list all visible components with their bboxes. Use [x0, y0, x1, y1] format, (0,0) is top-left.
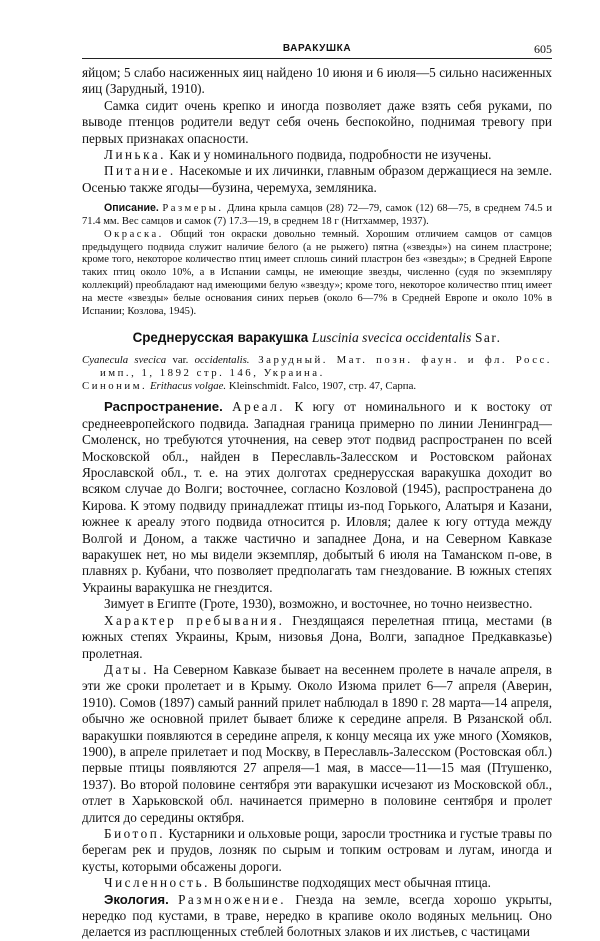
synonym-1: Cyanecula svecica var. occidentalis. Зарудный. Мат. позн. фаун. и фл. Росс. имп., 1, 1892 стр. 146, Украина. [82, 354, 552, 380]
page-header [82, 40, 552, 59]
paragraph-numbers [82, 875, 552, 891]
character-text: Гнездящаяся перелетная птица, местами (в южных степях Украины, Крым, низовья Дона, Волги, западное Предкавказье) пролетная. [82, 612, 552, 661]
biotope-label: Биотоп. [104, 825, 166, 841]
reproduction-text: Гнезда на земле, всегда хорошо укрыты, нередко под кустами, в траве, нередко в крапиве около водяных мельниц. Оно делается из расплющенных стеблей болотных злаков и их листьев, с частицами [82, 891, 552, 940]
paragraph-dates [82, 662, 552, 826]
description-label: Описание. [104, 202, 159, 215]
character-label: Характер пребывания. [104, 612, 285, 628]
paragraph-biotope [82, 826, 552, 875]
running-head: ВАРАКУШКА [282, 43, 352, 54]
paragraph-description [82, 202, 552, 229]
subspecies-heading [82, 330, 552, 346]
numbers-label: Численность. [104, 875, 210, 891]
moult-text: Как и у номинального подвида, подробности не изучены. [165, 147, 492, 163]
page-content [82, 65, 552, 941]
distribution-label: Распространение. [104, 399, 223, 415]
description-block [82, 202, 552, 318]
color-text: Общий тон окраски довольно темный. Хорошим отличием самцов от самцов предыдущего подвида служит наличие белого (а не рыжего) пятна («звезды») на синем пластроне; кроме того, некоторое количество птиц имеет сплошь синий пластрон без «звезды»; в Средней Европе таких птиц около 10%, а в Испании самцы, не имеющие звезды, численно (судя по экземпляру коллекций) преобладают над имеющими белую «звезду»; кроме того, некоторое количество птиц имеет на месте «звезды» белые основания синих перьев (около 6—7% в Средней Европе и около 10% в Испании; Козлова, 1945). [82, 228, 552, 317]
subspecies-latin: Luscinia svecica occidentalis [311, 330, 472, 346]
ecology-label: Экология. [104, 891, 169, 907]
distribution-text: К югу от номинального и к востоку от среднеевропейского подвида. Западная граница примерно по линии Ленинград—Смоленск, но требуются уточнения, на север этот подвид распространен по всей Московской обл., найден в Переславль-Залесском и Ростовском районах Ярославской обл., т. е. на этих долготах среднерусская варакушка доходит во всяком случае до Волги; восточнее, согласно Козловой (1945), распространена до Кирова. К этому подвиду принадлежат птицы из-под Горького, Алатыря и Казани, южнее к ареалу этого подвида относится р. Иловля; далее к югу оттуда между Волгой и Доном, а также частично и западнее Дона, и на Северном Кавказе варакушек нет, но мы видели экземпляр, добытый 6 июля на Таманском п-ове, в плавнях р. Кубани, что позволяет предполагать там гнездование. В южных степях Украины варакушка не гнездится. [82, 399, 553, 595]
sizes-text: Длина крыла самцов (28) 72—79, самок (12) 68—75, в среднем 74.5 и 71.4 мм. Вес самцов и самок (7) 17.3—19, в среднем 18 г (Нитхаммер, 1937). [82, 203, 552, 228]
synonym-2: Синоним. Erithacus volgae. Kleinschmidt. Falco, 1907, стр. 47, Сарпа. [82, 380, 417, 393]
sizes-label: Размеры. [162, 203, 224, 215]
page-number: 605 [534, 42, 552, 56]
color-label: Окраска. [104, 228, 164, 240]
paragraph-coloration [82, 229, 552, 319]
paragraph-ecology [82, 892, 552, 941]
paragraph-moult [82, 147, 552, 163]
subspecies-title: Среднерусская варакушка [132, 330, 309, 346]
reproduction-label: Размножение. [178, 891, 287, 907]
synonyms-block [82, 354, 552, 393]
subspecies-author: Sar. [474, 330, 502, 346]
paragraph-character [82, 613, 552, 662]
dates-label: Даты. [104, 661, 149, 677]
food-label: Питание. [104, 163, 176, 179]
numbers-text: В большинстве подходящих мест обычная птица. [209, 875, 491, 891]
biotope-text: Кустарники и ольховые рощи, заросли тростника и густые травы по берегам рек и прудов, лозняк по сырым и топким островам и лугам, иногда и кусты, которыми обсажены дороги. [82, 825, 552, 874]
food-text: Насекомые и их личинки, главным образом держащиеся на земле. Осенью также ягоды—бузина, черемуха, земляника. [82, 163, 552, 195]
paragraph-distribution [82, 399, 552, 596]
paragraph-wintering: Зимует в Египте (Гроте, 1930), возможно, и восточнее, но точно неизвестно. [104, 596, 533, 612]
dates-text: На Северном Кавказе бывает на весеннем пролете в начале апреля, в эти же сроки пролетает и в Крыму. Около Изюма прилет 6—7 апреля (Аверин, 1910). Сомов (1897) самый ранний прилет наблюдал в 1890 г. 28 марта—14 апреля, обычно же основной прилет бывает ближе к середине апреля. В Рязанской обл. варакушки появляются в середине апреля, к концу месяца их уже много (Хомяков, 1900), в апреле прилетает и под Москву, в Переславль-Залесском (Ростовская обл.) первые птицы появляются 27 апреля—1 мая, в массе—11—15 мая (Птушенко, 1937). Во второй половине сентября эти варакушки исчезают из Московской обл., отлет в Харьковской обл. начинается примерно в половине сентября и пролет длится до середины октября. [82, 661, 552, 825]
paragraph-food [82, 163, 552, 196]
moult-label: Линька. [104, 147, 166, 163]
paragraph-eggs: яйцом; 5 слабо насиженных яиц найдено 10 июня и 6 июля—5 сильно насиженных яиц (Зарудный, 1910). [82, 65, 552, 97]
page [82, 40, 552, 941]
paragraph-female: Самка сидит очень крепко и иногда позволяет даже взять себя руками, по выводе птенцов родители ведут себя очень беспокойно, поднимая тревогу при первых признаках опасности. [82, 97, 552, 146]
area-label: Ареал. [232, 399, 286, 415]
